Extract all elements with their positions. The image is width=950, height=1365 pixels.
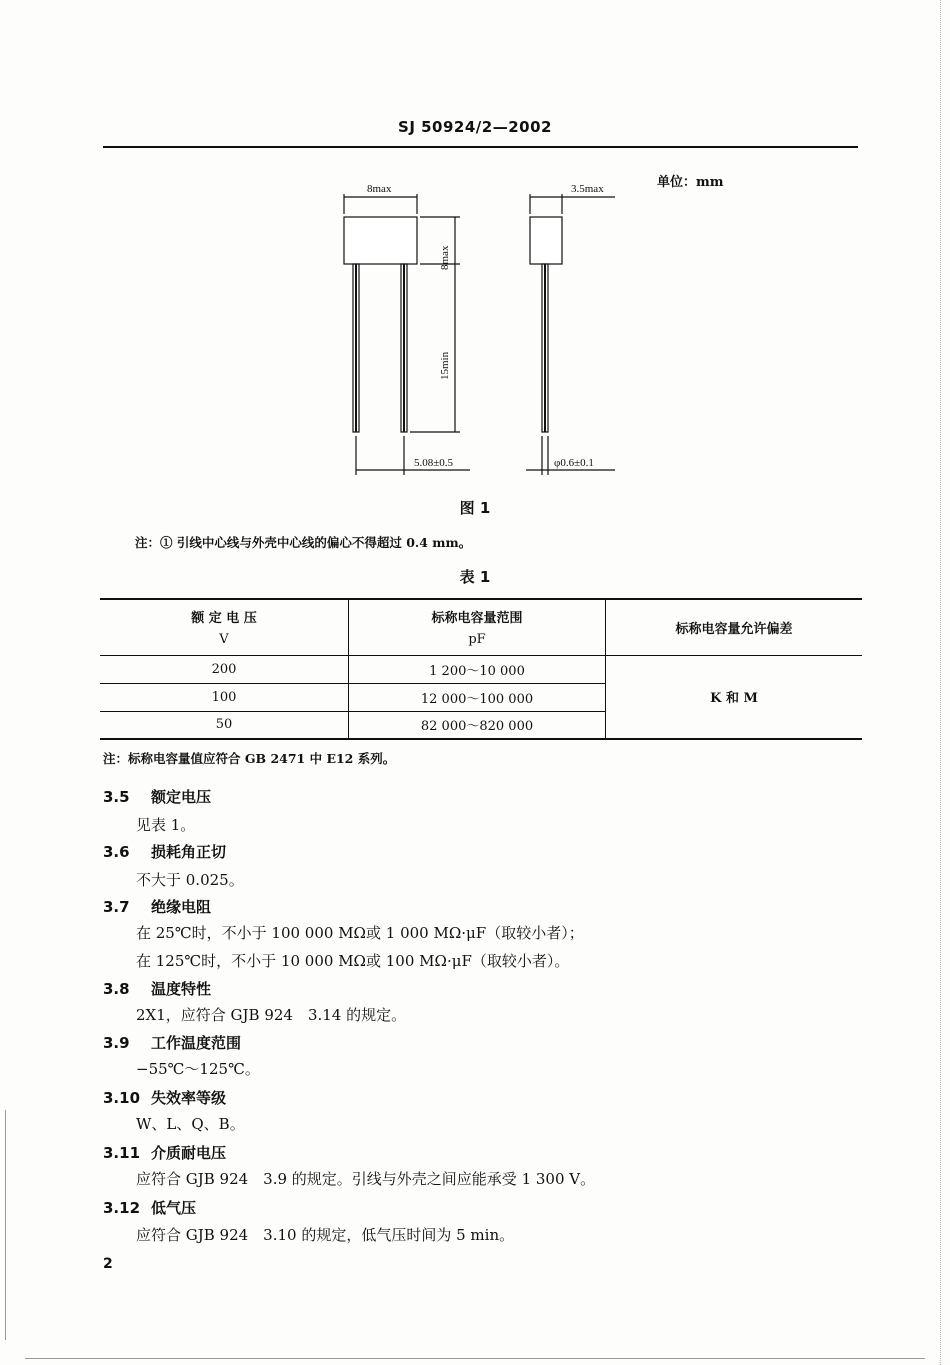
unit-label: 单位：mm	[657, 175, 724, 190]
section-title: 失效率等级	[151, 1089, 227, 1107]
figure-note: 注：① 引线中心线与外壳中心线的偏心不得超过 0.4 mm。	[135, 535, 472, 550]
section-heading	[103, 1142, 226, 1163]
section-number: 3.12	[103, 1199, 141, 1217]
scan-edge-left	[5, 1110, 6, 1340]
section-body: 不大于 0.025。	[136, 871, 244, 889]
section-number: 3.9	[103, 1034, 130, 1052]
section-number: 3.6	[103, 843, 130, 861]
tolerance-value: K 和 M	[606, 655, 863, 739]
section-body: 应符合 GJB 924 3.10 的规定，低气压时间为 5 min。	[136, 1226, 515, 1244]
scan-edge-right	[940, 0, 941, 1365]
section-title: 损耗角正切	[151, 843, 227, 861]
section-number: 3.8	[103, 980, 130, 998]
dim-width-label: 8max	[367, 183, 392, 195]
table-caption: 表 1	[459, 568, 491, 586]
row-range: 82 000～820 000	[349, 711, 606, 739]
section-heading	[103, 841, 226, 862]
section-heading	[103, 1087, 226, 1108]
dim-height-label: 8max	[439, 245, 451, 270]
figure-caption: 图 1	[459, 499, 491, 517]
section-title: 工作温度范围	[151, 1034, 242, 1052]
section-number: 3.7	[103, 898, 130, 916]
header-capacitance-label: 标称电容量范围	[431, 611, 523, 627]
header-tolerance: 标称电容量允许偏差	[606, 599, 863, 655]
section-title: 额定电压	[151, 788, 212, 806]
section-body: 在 25℃时，不小于 100 000 MΩ或 1 000 MΩ·μF（取较小者）；	[136, 924, 584, 942]
section-heading	[103, 786, 211, 807]
section-body: 见表 1。	[136, 816, 196, 834]
row-voltage: 50	[100, 711, 349, 739]
section-body: −55℃～125℃。	[136, 1060, 260, 1078]
header-capacitance-unit: pF	[468, 632, 486, 648]
section-body: 应符合 GJB 924 3.9 的规定。引线与外壳之间应能承受 1 300 V。	[136, 1170, 596, 1188]
table-row	[100, 655, 862, 683]
section-heading	[103, 1197, 196, 1218]
row-voltage: 200	[100, 655, 349, 683]
capacitor-drawing	[330, 170, 650, 490]
section-body: 2X1，应符合 GJB 924 3.14 的规定。	[136, 1006, 407, 1024]
header-voltage-label: 额 定 电 压	[191, 611, 257, 627]
row-range: 12 000～100 000	[349, 683, 606, 711]
section-title: 绝缘电阻	[151, 898, 212, 916]
section-body: 在 125℃时，不小于 10 000 MΩ或 100 MΩ·μF（取较小者）。	[136, 952, 570, 970]
dim-thickness-label: 3.5max	[571, 183, 604, 195]
header-capacitance	[349, 599, 606, 655]
row-range: 1 200～10 000	[349, 655, 606, 683]
section-number: 3.10	[103, 1089, 141, 1107]
header-rule	[103, 146, 858, 148]
capacitor-body-front	[344, 217, 417, 264]
dim-lead-length-label: 15min	[439, 351, 451, 380]
spec-table	[100, 598, 862, 740]
scan-edge-bottom	[25, 1358, 925, 1359]
dim-lead-diameter-label: φ0.6±0.1	[554, 457, 594, 469]
section-heading	[103, 1032, 241, 1053]
section-heading	[103, 978, 211, 999]
section-title: 低气压	[151, 1199, 197, 1217]
capacitor-body-side	[530, 217, 562, 264]
header-voltage	[100, 599, 349, 655]
section-number: 3.5	[103, 788, 130, 806]
document-number-header: SJ 50924/2—2002	[398, 118, 552, 136]
table-note: 注：标称电容量值应符合 GB 2471 中 E12 系列。	[103, 751, 396, 766]
header-voltage-unit: V	[219, 632, 229, 648]
section-title: 温度特性	[151, 980, 212, 998]
section-title: 介质耐电压	[151, 1144, 227, 1162]
section-heading	[103, 896, 211, 917]
section-number: 3.11	[103, 1144, 141, 1162]
row-voltage: 100	[100, 683, 349, 711]
section-body: W、L、Q、B。	[136, 1115, 245, 1133]
page-number: 2	[103, 1256, 113, 1272]
dim-spacing-label: 5.08±0.5	[414, 457, 454, 469]
